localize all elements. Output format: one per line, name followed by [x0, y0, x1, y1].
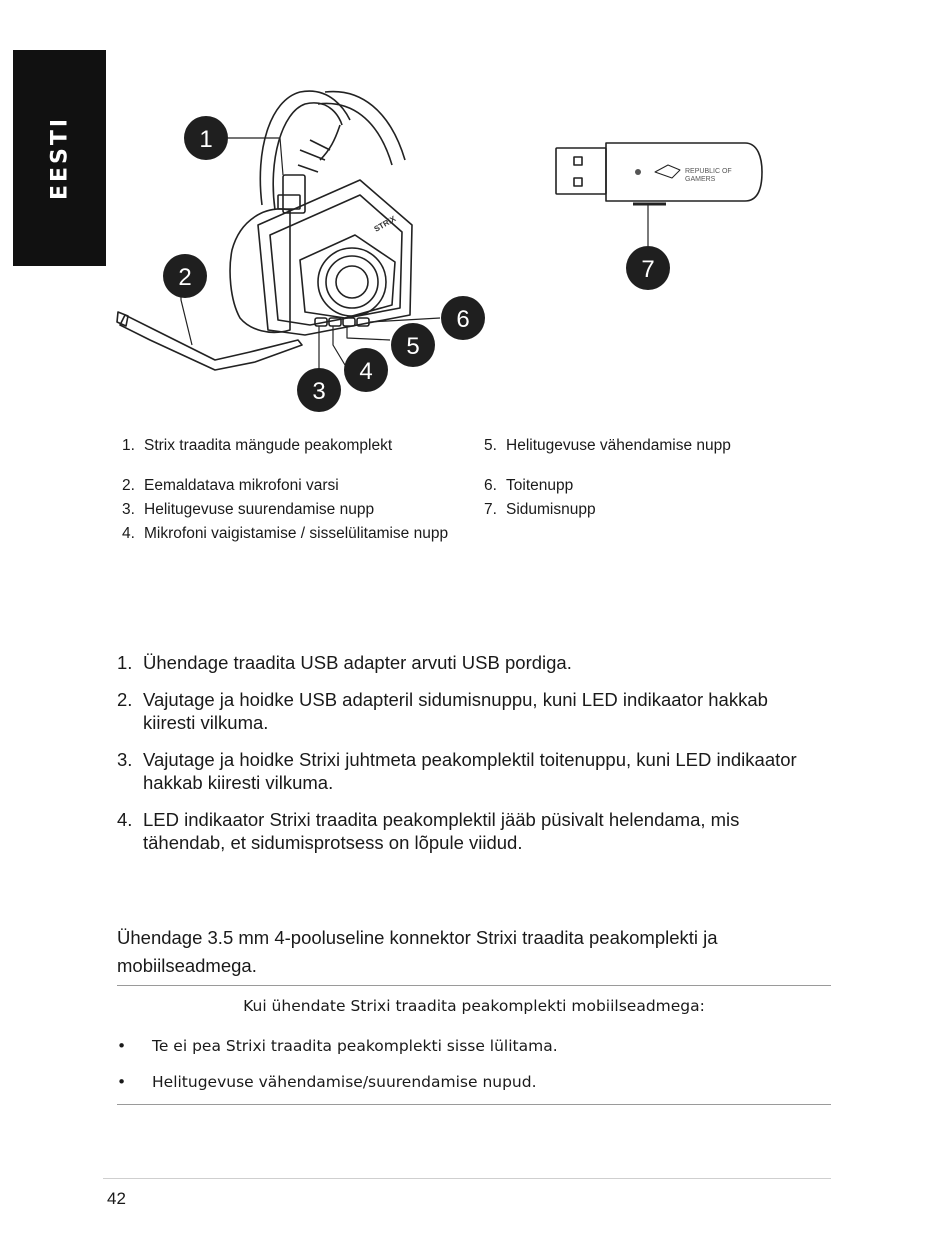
item-text: Toitenupp [506, 477, 574, 494]
step-number: 2. [117, 688, 133, 710]
callout-7 [626, 246, 670, 290]
product-diagram [0, 0, 950, 420]
bullet-text: Te ei pea Strixi traadita peakomplekti sisse lülitama. [152, 1037, 558, 1055]
left-earcup [230, 209, 290, 332]
callout-5-number: 5 [406, 333, 420, 360]
callout-1 [184, 116, 228, 160]
item-text: Mikrofoni vaigistamise / sisselülitamise nupp [144, 525, 449, 542]
list-item [484, 434, 814, 458]
note-top-divider [117, 985, 831, 986]
callout-2 [163, 254, 207, 298]
rog-logo-line1: REPUBLIC OF [685, 168, 732, 175]
parts-list-left [122, 434, 452, 546]
callout-4 [344, 348, 388, 392]
callout-2-number: 2 [178, 264, 192, 291]
list-item [122, 498, 452, 522]
list-item [122, 522, 452, 546]
callout-4-number: 4 [359, 358, 373, 385]
callout-5 [391, 323, 435, 367]
item-number: 4. [122, 525, 135, 542]
step-item [117, 651, 817, 675]
callout-7-number: 7 [641, 256, 655, 283]
list-item [484, 474, 814, 498]
note-bottom-divider [117, 1104, 831, 1105]
step-item [117, 748, 817, 795]
usb-dongle [556, 143, 762, 246]
bullet-icon: • [117, 1037, 127, 1055]
step-number: 4. [117, 808, 133, 830]
language-tab-label: EESTI [47, 115, 72, 201]
step-number: 3. [117, 748, 133, 770]
step-number: 1. [117, 652, 133, 673]
rog-logo-line2: GAMERS [685, 176, 716, 183]
step-item [117, 688, 817, 735]
item-number: 6. [484, 477, 497, 494]
step-text: Vajutage ja hoidke Strixi juhtmeta peakomplektil toitenuppu, kuni LED indikaator hakkab kiiresti vilkuma. [143, 748, 797, 793]
item-number: 1. [122, 437, 135, 454]
item-number: 7. [484, 501, 497, 518]
callout-3-number: 3 [312, 378, 326, 405]
strix-brand-text: STRIX [372, 214, 398, 234]
list-item [122, 434, 452, 458]
bullet-icon: • [117, 1073, 127, 1091]
dongle-led-icon [635, 169, 641, 175]
callout-6 [441, 296, 485, 340]
mobile-connection-paragraph: Ühendage 3.5 mm 4-pooluseline konnektor Strixi traadita peakomplekti ja mobiilseadmega. [117, 927, 718, 976]
callout-1-number: 1 [199, 126, 213, 153]
list-item [122, 474, 452, 498]
step-item [117, 808, 817, 855]
bullet-text: Helitugevuse vähendamise/suurendamise nupud. [152, 1073, 537, 1091]
microphone-boom [117, 312, 302, 370]
item-number: 5. [484, 437, 497, 454]
callout-6-number: 6 [456, 306, 470, 333]
right-earcup [258, 180, 412, 335]
pairing-steps [117, 651, 817, 868]
step-text: Vajutage ja hoidke USB adapteril sidumisnuppu, kuni LED indikaator hakkab kiiresti vilkuma. [143, 688, 768, 733]
list-item [484, 498, 814, 522]
item-text: Sidumisnupp [506, 501, 596, 518]
item-text: Helitugevuse suurendamise nupp [144, 501, 375, 518]
note-heading: Kui ühendate Strixi traadita peakomplekti mobiilseadmega: [243, 997, 705, 1015]
note-bullet-item [117, 1073, 537, 1091]
parts-list-right [484, 434, 814, 522]
item-number: 3. [122, 501, 135, 518]
headband [260, 91, 405, 213]
note-bullet-item [117, 1037, 558, 1055]
footer-divider [103, 1178, 831, 1179]
item-number: 2. [122, 477, 135, 494]
page-number: 42 [107, 1189, 126, 1208]
step-text: LED indikaator Strixi traadita peakomplektil jääb püsivalt helendama, mis tähendab, et sidumisprotsess on lõpule viidud. [143, 808, 740, 853]
callout-3 [297, 368, 341, 412]
item-text: Helitugevuse vähendamise nupp [506, 437, 731, 454]
step-text: Ühendage traadita USB adapter arvuti USB pordiga. [143, 652, 572, 673]
item-text: Strix traadita mängude peakomplekt [144, 437, 393, 454]
item-text: Eemaldatava mikrofoni varsi [144, 477, 339, 494]
